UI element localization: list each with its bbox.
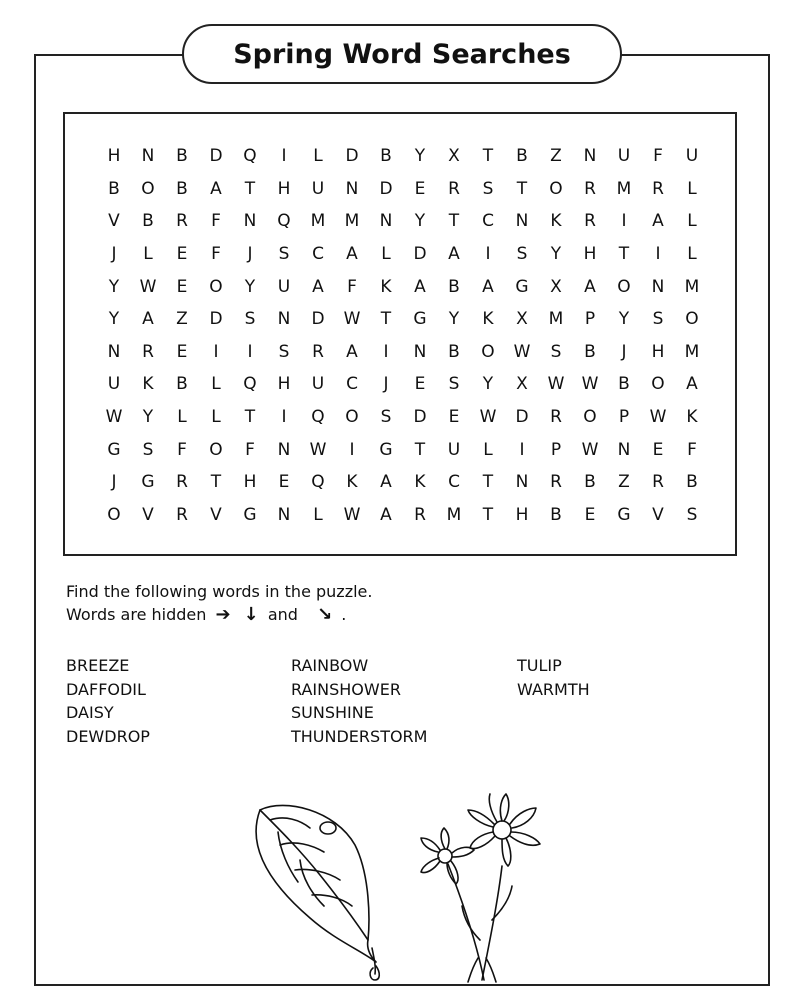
- grid-letter[interactable]: A: [686, 374, 698, 395]
- grid-letter[interactable]: B: [584, 341, 596, 362]
- grid-letter[interactable]: O: [209, 439, 223, 460]
- grid-letter[interactable]: L: [313, 146, 323, 167]
- grid-letter[interactable]: Z: [176, 309, 188, 330]
- grid-letter[interactable]: G: [413, 309, 427, 330]
- grid-letter[interactable]: N: [141, 146, 155, 167]
- instructions-and: and: [267, 605, 298, 624]
- grid-letter[interactable]: D: [209, 146, 223, 167]
- grid-letter[interactable]: I: [655, 244, 661, 265]
- grid-letter[interactable]: T: [244, 178, 256, 199]
- letter-grid: [97, 140, 709, 530]
- grid-letter[interactable]: N: [515, 211, 529, 232]
- grid-letter[interactable]: T: [380, 309, 392, 330]
- grid-letter[interactable]: B: [550, 504, 562, 525]
- grid-row: [97, 336, 709, 369]
- grid-letter[interactable]: N: [345, 178, 359, 199]
- grid-letter[interactable]: F: [177, 439, 187, 460]
- grid-letter[interactable]: T: [482, 472, 494, 493]
- grid-letter[interactable]: A: [346, 244, 358, 265]
- grid-letter[interactable]: S: [278, 341, 290, 362]
- grid-letter[interactable]: R: [550, 472, 562, 493]
- word-item: DAFFODIL: [66, 679, 146, 699]
- grid-letter[interactable]: N: [243, 211, 257, 232]
- grid-letter[interactable]: B: [448, 341, 460, 362]
- grid-letter[interactable]: E: [176, 244, 188, 265]
- grid-letter[interactable]: S: [278, 244, 290, 265]
- grid-letter[interactable]: X: [516, 374, 528, 395]
- grid-letter[interactable]: I: [383, 341, 389, 362]
- grid-letter[interactable]: A: [414, 276, 426, 297]
- grid-letter[interactable]: T: [482, 504, 494, 525]
- grid-letter[interactable]: P: [584, 309, 596, 330]
- grid-letter[interactable]: O: [583, 407, 597, 428]
- grid-letter[interactable]: T: [414, 439, 426, 460]
- grid-letter[interactable]: R: [652, 178, 664, 199]
- instructions-prefix: Words are hidden: [66, 605, 207, 624]
- grid-letter[interactable]: Z: [550, 146, 562, 167]
- grid-letter[interactable]: W: [649, 407, 667, 428]
- grid-letter[interactable]: O: [617, 276, 631, 297]
- grid-letter[interactable]: T: [448, 211, 460, 232]
- word-item: RAINSHOWER: [291, 679, 401, 699]
- grid-letter[interactable]: S: [482, 178, 494, 199]
- instructions: [66, 580, 372, 626]
- grid-letter[interactable]: N: [107, 341, 121, 362]
- grid-letter[interactable]: U: [311, 178, 325, 199]
- word-item: THUNDERSTORM: [291, 726, 428, 746]
- grid-letter[interactable]: P: [618, 407, 630, 428]
- grid-letter[interactable]: Y: [414, 211, 426, 232]
- grid-letter[interactable]: M: [344, 211, 360, 232]
- grid-letter[interactable]: B: [380, 146, 392, 167]
- grid-letter[interactable]: D: [345, 146, 359, 167]
- grid-letter[interactable]: I: [213, 341, 219, 362]
- grid-letter[interactable]: F: [211, 244, 221, 265]
- grid-letter[interactable]: O: [685, 309, 699, 330]
- grid-row: [97, 466, 709, 499]
- grid-letter[interactable]: S: [142, 439, 154, 460]
- grid-letter[interactable]: B: [584, 472, 596, 493]
- grid-letter[interactable]: E: [414, 178, 426, 199]
- grid-row: [97, 303, 709, 336]
- grid-row: [97, 401, 709, 434]
- grid-letter[interactable]: Y: [618, 309, 630, 330]
- grid-letter[interactable]: L: [381, 244, 391, 265]
- grid-letter[interactable]: W: [343, 504, 361, 525]
- grid-letter[interactable]: T: [516, 178, 528, 199]
- grid-letter[interactable]: M: [446, 504, 462, 525]
- grid-letter[interactable]: R: [176, 504, 188, 525]
- grid-letter[interactable]: J: [111, 472, 117, 493]
- grid-letter[interactable]: F: [245, 439, 255, 460]
- grid-letter[interactable]: I: [281, 146, 287, 167]
- grid-row: [97, 205, 709, 238]
- grid-letter[interactable]: W: [479, 407, 497, 428]
- grid-letter[interactable]: I: [349, 439, 355, 460]
- grid-letter[interactable]: N: [277, 439, 291, 460]
- grid-row: [97, 433, 709, 466]
- grid-letter[interactable]: N: [617, 439, 631, 460]
- grid-letter[interactable]: A: [482, 276, 494, 297]
- grid-letter[interactable]: M: [310, 211, 326, 232]
- grid-letter[interactable]: U: [447, 439, 461, 460]
- grid-letter[interactable]: A: [346, 341, 358, 362]
- arrow-down-icon: ↓: [243, 604, 259, 625]
- grid-letter[interactable]: Q: [277, 211, 291, 232]
- grid-letter[interactable]: B: [176, 146, 188, 167]
- grid-letter[interactable]: H: [277, 374, 291, 395]
- grid-letter[interactable]: B: [176, 178, 188, 199]
- word-item: BREEZE: [66, 656, 130, 675]
- grid-letter[interactable]: U: [277, 276, 291, 297]
- grid-letter[interactable]: I: [519, 439, 525, 460]
- grid-letter[interactable]: R: [448, 178, 460, 199]
- grid-letter[interactable]: E: [448, 407, 460, 428]
- grid-letter[interactable]: R: [550, 407, 562, 428]
- grid-letter[interactable]: E: [414, 374, 426, 395]
- grid-letter[interactable]: M: [548, 309, 564, 330]
- grid-letter[interactable]: E: [584, 504, 596, 525]
- grid-row: [97, 499, 709, 532]
- grid-letter[interactable]: X: [448, 146, 460, 167]
- grid-letter[interactable]: C: [312, 244, 324, 265]
- grid-letter[interactable]: M: [684, 341, 700, 362]
- grid-letter[interactable]: H: [243, 472, 257, 493]
- grid-letter[interactable]: E: [176, 276, 188, 297]
- grid-letter[interactable]: U: [311, 374, 325, 395]
- grid-letter[interactable]: B: [142, 211, 154, 232]
- grid-letter[interactable]: Q: [311, 472, 325, 493]
- grid-letter[interactable]: X: [516, 309, 528, 330]
- grid-letter[interactable]: C: [482, 211, 494, 232]
- instructions-line-1: Find the following words in the puzzle.: [66, 582, 373, 601]
- grid-letter[interactable]: D: [515, 407, 529, 428]
- grid-letter[interactable]: K: [686, 407, 698, 428]
- grid-letter[interactable]: Y: [448, 309, 460, 330]
- grid-letter[interactable]: N: [277, 309, 291, 330]
- grid-letter[interactable]: N: [651, 276, 665, 297]
- grid-letter[interactable]: K: [482, 309, 494, 330]
- grid-letter[interactable]: O: [209, 276, 223, 297]
- grid-letter[interactable]: G: [141, 472, 155, 493]
- grid-letter[interactable]: B: [686, 472, 698, 493]
- page-title: Spring Word Searches: [182, 24, 622, 84]
- grid-row: [97, 173, 709, 206]
- grid-letter[interactable]: G: [379, 439, 393, 460]
- grid-letter[interactable]: A: [210, 178, 222, 199]
- grid-letter[interactable]: G: [107, 439, 121, 460]
- grid-letter[interactable]: R: [142, 341, 154, 362]
- grid-letter[interactable]: A: [142, 309, 154, 330]
- grid-letter[interactable]: U: [107, 374, 121, 395]
- grid-letter[interactable]: O: [651, 374, 665, 395]
- word-item: DEWDROP: [66, 726, 150, 746]
- grid-letter[interactable]: S: [244, 309, 256, 330]
- grid-letter[interactable]: R: [176, 472, 188, 493]
- word-item: DAISY: [66, 703, 114, 722]
- grid-letter[interactable]: M: [616, 178, 632, 199]
- grid-letter[interactable]: F: [687, 439, 697, 460]
- grid-letter[interactable]: W: [105, 407, 123, 428]
- grid-letter[interactable]: K: [346, 472, 358, 493]
- grid-letter[interactable]: A: [448, 244, 460, 265]
- grid-letter[interactable]: O: [549, 178, 563, 199]
- grid-letter[interactable]: D: [379, 178, 393, 199]
- grid-letter[interactable]: N: [413, 341, 427, 362]
- grid-letter[interactable]: H: [107, 146, 121, 167]
- grid-letter[interactable]: S: [380, 407, 392, 428]
- grid-letter[interactable]: G: [617, 504, 631, 525]
- grid-letter[interactable]: J: [621, 341, 627, 362]
- grid-letter[interactable]: K: [142, 374, 154, 395]
- grid-letter[interactable]: H: [651, 341, 665, 362]
- grid-letter[interactable]: L: [177, 407, 187, 428]
- grid-letter[interactable]: T: [210, 472, 222, 493]
- grid-letter[interactable]: T: [482, 146, 494, 167]
- grid-letter[interactable]: S: [686, 504, 698, 525]
- grid-letter[interactable]: G: [243, 504, 257, 525]
- grid-letter[interactable]: A: [652, 211, 664, 232]
- grid-letter[interactable]: W: [343, 309, 361, 330]
- grid-letter[interactable]: Z: [618, 472, 630, 493]
- grid-letter[interactable]: R: [312, 341, 324, 362]
- grid-letter[interactable]: K: [380, 276, 392, 297]
- grid-letter[interactable]: S: [550, 341, 562, 362]
- grid-letter[interactable]: L: [687, 211, 697, 232]
- grid-letter[interactable]: L: [211, 374, 221, 395]
- grid-letter[interactable]: B: [618, 374, 630, 395]
- grid-letter[interactable]: D: [413, 244, 427, 265]
- grid-letter[interactable]: B: [516, 146, 528, 167]
- grid-letter[interactable]: L: [687, 244, 697, 265]
- grid-letter[interactable]: G: [515, 276, 529, 297]
- grid-letter[interactable]: S: [516, 244, 528, 265]
- grid-letter[interactable]: Y: [414, 146, 426, 167]
- grid-letter[interactable]: Y: [244, 276, 256, 297]
- grid-letter[interactable]: B: [108, 178, 120, 199]
- grid-letter[interactable]: R: [584, 178, 596, 199]
- grid-letter[interactable]: D: [209, 309, 223, 330]
- leaf-and-daisy-illustration: [240, 790, 570, 985]
- grid-letter[interactable]: T: [244, 407, 256, 428]
- grid-letter[interactable]: S: [448, 374, 460, 395]
- grid-letter[interactable]: I: [485, 244, 491, 265]
- grid-letter[interactable]: E: [652, 439, 664, 460]
- grid-letter[interactable]: W: [513, 341, 531, 362]
- grid-letter[interactable]: V: [210, 504, 222, 525]
- word-list-column-3: [517, 654, 590, 701]
- grid-letter[interactable]: R: [414, 504, 426, 525]
- grid-letter[interactable]: N: [379, 211, 393, 232]
- grid-letter[interactable]: A: [380, 504, 392, 525]
- grid-letter[interactable]: U: [685, 146, 699, 167]
- instructions-line-2: [66, 603, 372, 626]
- grid-letter[interactable]: H: [277, 178, 291, 199]
- grid-letter[interactable]: J: [247, 244, 253, 265]
- grid-letter[interactable]: U: [617, 146, 631, 167]
- grid-letter[interactable]: Y: [142, 407, 154, 428]
- grid-letter[interactable]: D: [311, 309, 325, 330]
- grid-letter[interactable]: A: [584, 276, 596, 297]
- grid-letter[interactable]: W: [547, 374, 565, 395]
- grid-letter[interactable]: T: [618, 244, 630, 265]
- grid-letter[interactable]: B: [176, 374, 188, 395]
- grid-letter[interactable]: F: [653, 146, 663, 167]
- grid-letter[interactable]: E: [278, 472, 290, 493]
- grid-letter[interactable]: J: [383, 374, 389, 395]
- grid-letter[interactable]: W: [139, 276, 157, 297]
- grid-letter[interactable]: L: [143, 244, 153, 265]
- grid-letter[interactable]: A: [312, 276, 324, 297]
- grid-letter[interactable]: L: [211, 407, 221, 428]
- word-item: SUNSHINE: [291, 703, 374, 722]
- grid-letter[interactable]: R: [652, 472, 664, 493]
- grid-letter[interactable]: I: [247, 341, 253, 362]
- grid-letter[interactable]: V: [108, 211, 120, 232]
- grid-letter[interactable]: V: [652, 504, 664, 525]
- grid-letter[interactable]: L: [687, 178, 697, 199]
- grid-letter[interactable]: K: [550, 211, 562, 232]
- grid-letter[interactable]: R: [584, 211, 596, 232]
- grid-letter[interactable]: M: [684, 276, 700, 297]
- word-list-column-1: [66, 654, 150, 748]
- grid-letter[interactable]: N: [583, 146, 597, 167]
- arrow-diagonal-icon: ↘: [317, 604, 333, 625]
- grid-letter[interactable]: X: [550, 276, 562, 297]
- arrow-right-icon: ➔: [215, 604, 231, 625]
- grid-letter[interactable]: Y: [108, 276, 120, 297]
- leaf-icon: [256, 805, 379, 980]
- grid-letter[interactable]: O: [141, 178, 155, 199]
- grid-letter[interactable]: L: [313, 504, 323, 525]
- grid-letter[interactable]: F: [347, 276, 357, 297]
- grid-letter[interactable]: W: [309, 439, 327, 460]
- word-list-column-2: [291, 654, 427, 748]
- instructions-period: .: [341, 605, 347, 624]
- grid-letter[interactable]: K: [414, 472, 426, 493]
- grid-letter[interactable]: W: [581, 439, 599, 460]
- grid-letter[interactable]: R: [176, 211, 188, 232]
- grid-letter[interactable]: Y: [482, 374, 494, 395]
- grid-letter[interactable]: O: [481, 341, 495, 362]
- grid-letter[interactable]: Q: [243, 146, 257, 167]
- grid-letter[interactable]: A: [380, 472, 392, 493]
- grid-letter[interactable]: C: [346, 374, 358, 395]
- grid-letter[interactable]: N: [515, 472, 529, 493]
- grid-letter[interactable]: N: [277, 504, 291, 525]
- grid-letter[interactable]: P: [550, 439, 562, 460]
- grid-row: [97, 368, 709, 401]
- grid-letter[interactable]: H: [583, 244, 597, 265]
- grid-letter[interactable]: O: [345, 407, 359, 428]
- grid-letter[interactable]: V: [142, 504, 154, 525]
- grid-letter[interactable]: C: [448, 472, 460, 493]
- word-item: RAINBOW: [291, 656, 369, 675]
- grid-row: [97, 270, 709, 303]
- grid-letter[interactable]: E: [176, 341, 188, 362]
- grid-row: [97, 238, 709, 271]
- daisy-icon: [421, 794, 540, 982]
- grid-letter[interactable]: S: [652, 309, 664, 330]
- grid-letter[interactable]: Y: [550, 244, 562, 265]
- grid-letter[interactable]: F: [211, 211, 221, 232]
- grid-letter[interactable]: B: [448, 276, 460, 297]
- grid-letter[interactable]: I: [621, 211, 627, 232]
- grid-letter[interactable]: L: [483, 439, 493, 460]
- grid-letter[interactable]: O: [107, 504, 121, 525]
- grid-letter[interactable]: D: [413, 407, 427, 428]
- word-item: WARMTH: [517, 679, 590, 699]
- grid-row: [97, 140, 709, 173]
- grid-letter[interactable]: W: [581, 374, 599, 395]
- word-item: TULIP: [517, 656, 562, 675]
- grid-letter[interactable]: H: [515, 504, 529, 525]
- grid-letter[interactable]: J: [111, 244, 117, 265]
- grid-letter[interactable]: Q: [243, 374, 257, 395]
- grid-letter[interactable]: Q: [311, 407, 325, 428]
- grid-letter[interactable]: I: [281, 407, 287, 428]
- grid-letter[interactable]: Y: [108, 309, 120, 330]
